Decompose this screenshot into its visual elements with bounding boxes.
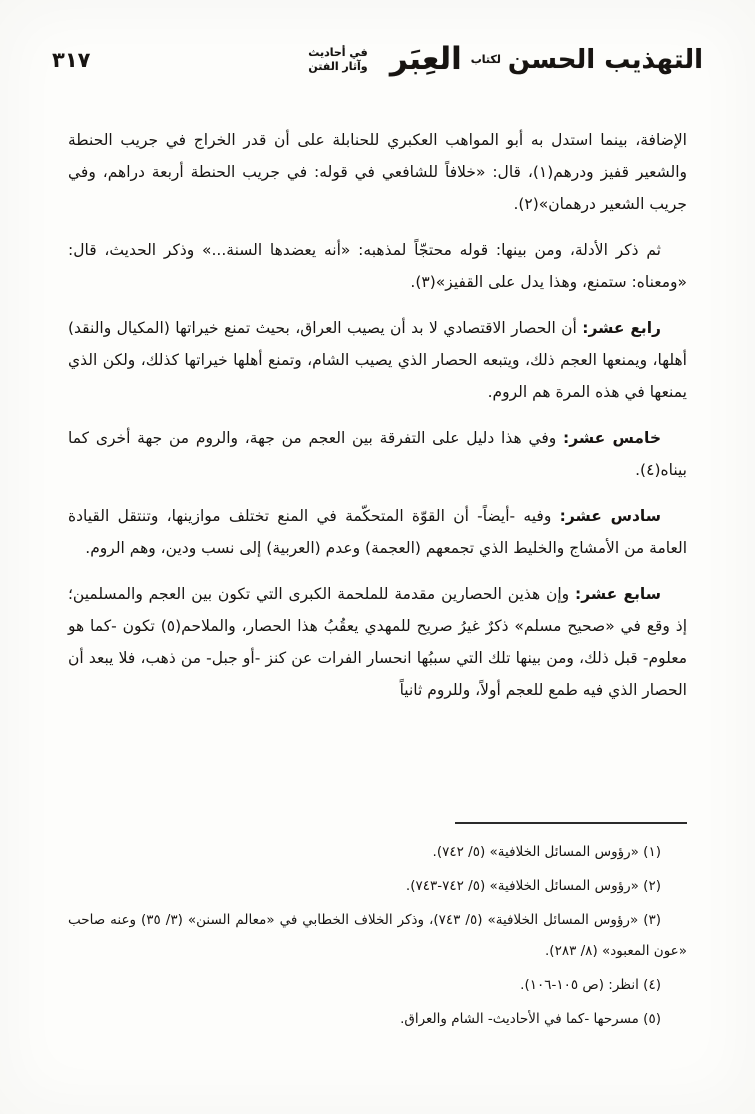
paragraph-4-text: وفي هذا دليل على التفرقة بين العجم من جهة، والروم من جهة أخرى كما بيناه(٤). <box>68 429 687 479</box>
paragraph-6 <box>68 578 687 706</box>
paragraph-6-text: وإن هذين الحصارين مقدمة للملحمة الكبرى التي تكون بين العجم والمسلمين؛ إذ وقع في «صحيح مسلم» ذكرٌ غيرُ صريح للمهدي يعقُبُ هذا الحصار، والملاحم(٥) تكون -كما هو معلوم- قبل ذلك، ومن بينها تلك التي سببُها انحسار الفرات عن كنز -أو جبل- من ذهب، فلا يبعد أن الحصار الذي فيه طمع للعجم أولاً، وللروم ثانياً <box>68 585 688 699</box>
paragraph-2-text: ثم ذكر الأدلة، ومن بينها: قوله محتجّاً لمذهبه: «أنه يعضدها السنة...» وذكر الحديث، قال: «ومعناه: ستمنع، وهذا يدل على القفيز»(٣). <box>68 241 687 291</box>
paragraph-1-text: الإضافة، بينما استدل به أبو المواهب العكبري للحنابلة على أن قدر الخراج في جريب الحنطة والشعير قفيز ودرهم(١)، قال: «خلافاً للشافعي في قوله: في جريب الحنطة أربعة دراهم، وفي جريب الشعير درهمان»(٢). <box>68 131 687 213</box>
footnote-4: (٤) انظر: (ص ١٠٥-١٠٦). <box>520 977 661 993</box>
paragraph-2 <box>68 234 687 298</box>
body-text <box>68 124 687 720</box>
title-part-bookname: العِبَر <box>390 40 462 77</box>
title-part-main: التهذيب الحسن <box>507 45 703 75</box>
paragraph-3 <box>68 312 687 408</box>
title-part-subject: في أحاديث وآثار الفتن <box>308 46 368 73</box>
footnote-5: (٥) مسرحها -كما في الأحاديث- الشام والعراق. <box>400 1011 661 1027</box>
paragraph-6-lead: سابع عشر: <box>575 585 661 603</box>
title-part-connector: لكتاب <box>470 53 501 67</box>
footnote-1: (١) «رؤوس المسائل الخلافية» (٥/ ٧٤٢). <box>432 844 661 860</box>
paragraph-5-lead: سادس عشر: <box>559 507 661 525</box>
footnote-3: (٣) «رؤوس المسائل الخلافية» (٥/ ٧٤٣)، وذكر الخلاف الخطابي في «معالم السنن» (٣/ ٣٥) وعنه صاحب «عون المعبود» (٨/ ٢٨٣). <box>68 912 687 959</box>
paragraph-5 <box>68 500 687 564</box>
page-number: ٣١٧ <box>52 48 91 72</box>
paragraph-4-lead: خامس عشر: <box>563 429 661 447</box>
paragraph-1 <box>68 124 687 220</box>
paragraph-5-text: وفيه -أيضاً- أن القوّة المتحكّمة في المنع تختلف موازينها، وتنتقل القيادة العامة من الأمشاج والخليط الذي تجمعهم (العجمة) وعدم (العربية) إلى نسب ودين، وهم الروم. <box>68 507 687 557</box>
paragraph-4 <box>68 422 687 486</box>
page-header <box>52 30 703 90</box>
footnote-2: (٢) «رؤوس المسائل الخلافية» (٥/ ٧٤٢-٧٤٣). <box>405 878 661 894</box>
paragraph-3-text: أن الحصار الاقتصادي لا بد أن يصيب العراق، بحيث تمنع خيراتها (المكيال والنقد) أهلها، ويمنعها العجم ذلك، ويتبعه الحصار الذي يصيب الشام، وتمنع أهلها خيراتها كذلك، ولكن الذي يمنعها في هذه المرة هم الروم. <box>68 319 687 401</box>
footnote-separator-line <box>455 822 687 824</box>
book-title-calligraphy <box>295 41 703 80</box>
paragraph-3-lead: رابع عشر: <box>582 319 661 337</box>
footnotes-section <box>68 822 687 1038</box>
